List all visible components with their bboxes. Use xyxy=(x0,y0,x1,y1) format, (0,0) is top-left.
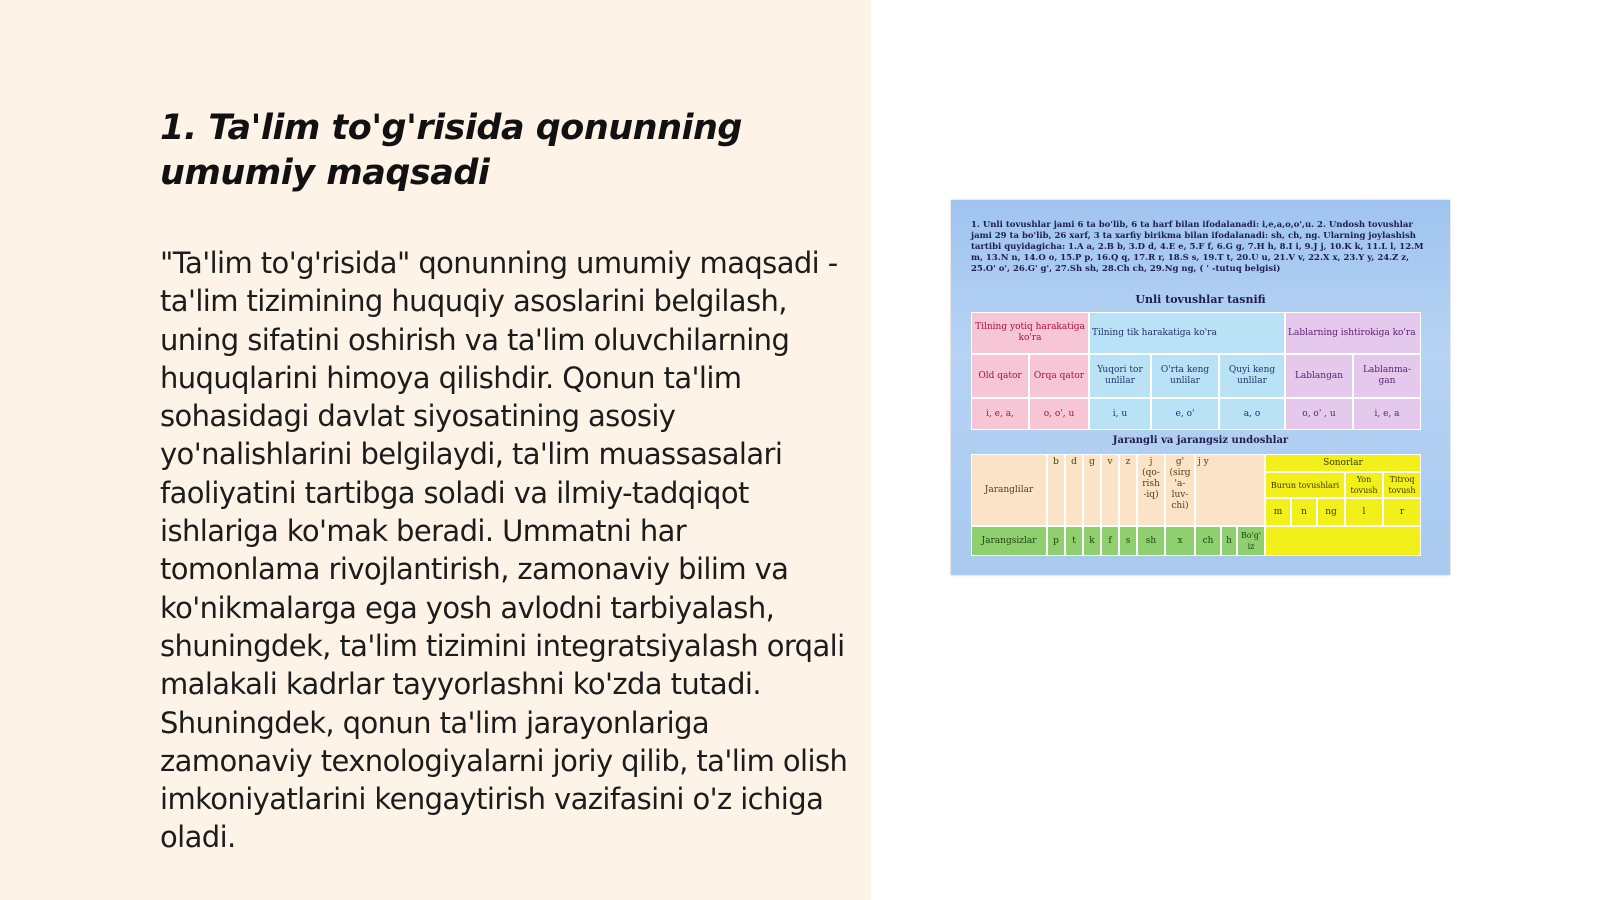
jarangsiz-letter: h xyxy=(1221,526,1237,556)
jarangsiz-letter: t xyxy=(1065,526,1083,556)
sonor-letter: m xyxy=(1265,498,1291,526)
jarangsiz-letter: s xyxy=(1119,526,1137,556)
jarangli-label: Jaranglilar xyxy=(971,454,1047,526)
jarangli-letter: d xyxy=(1065,454,1083,526)
vowel-value: o, o' , u xyxy=(1285,398,1353,430)
sonor-letter: n xyxy=(1291,498,1317,526)
jarangli-letter: g xyxy=(1083,454,1101,526)
jarangsiz-letter: x xyxy=(1165,526,1195,556)
vowel-subgroup: Yuqori tor unlilar xyxy=(1089,354,1151,398)
vowel-group-vertical: Tilning tik harakatiga ko'ra xyxy=(1089,312,1285,354)
jarangsiz-label: Jarangsizlar xyxy=(971,526,1047,556)
sonor-empty-row xyxy=(1265,526,1421,556)
vowel-value: i, e, a, xyxy=(971,398,1029,430)
vowel-subgroup: O'rta keng unlilar xyxy=(1151,354,1219,398)
slide-body-text: "Ta'lim to'g'risida" qonunning umumiy maqsadi - ta'lim tizimining huquqiy asoslarini belgilash, uning sifatini oshirish va ta'lim oluvchilarning huquqlarini himoya qilishdir. Qonun ta'lim sohasidagi davlat siyosatining asosiy yo'nalishlarini belgilaydi, ta'lim muassasalari faoliyatini tartibga soladi va ilmiy-tadqiqot ishlariga ko'mak beradi. Ummatni har tomonlama rivojlantirish, zamonaviy bilim va ko'nikmalarga ega yosh avlodni tarbiyalash, shuningdek, ta'lim tizimini integratsiyalash orqali malakali kadrlar tayyorlashni ko'zda tutadi. Shuningdek, qonun ta'lim jarayonlariga zamonaviy texnologiyalarni joriy qilib, ta'lim olish imkoniyatlarini kengaytirish vazifasini o'z ichiga oladi. xyxy=(160,246,848,855)
sonor-letter: l xyxy=(1345,498,1383,526)
sonor-sub: Burun tovushlari xyxy=(1265,472,1345,498)
jarangsiz-letter: f xyxy=(1101,526,1119,556)
vowel-value: i, e, a xyxy=(1353,398,1421,430)
jarangli-letter: b xyxy=(1047,454,1065,526)
vowel-value: a, o xyxy=(1219,398,1285,430)
jarangsiz-letter: p xyxy=(1047,526,1065,556)
sonor-sub: Yon tovush xyxy=(1345,472,1383,498)
jarangsiz-letter: Bo'g' iz xyxy=(1237,526,1265,556)
vowel-value: i, u xyxy=(1089,398,1151,430)
sonorlar-label: Sonorlar xyxy=(1265,454,1421,472)
slide-title: 1. Ta'lim to'g'risida qonunning umumiy maqsadi xyxy=(160,108,742,193)
jarangsiz-letter: sh xyxy=(1137,526,1165,556)
jarangli-letter: j y xyxy=(1195,454,1265,526)
consonant-heading: Jarangli va jarangsiz undoshlar xyxy=(1112,435,1289,446)
sonor-letter: ng xyxy=(1317,498,1345,526)
jarangsiz-letter: k xyxy=(1083,526,1101,556)
sonor-letter: r xyxy=(1383,498,1421,526)
sound-classification-image xyxy=(951,200,1450,575)
jarangli-letter: g' (sirg 'a-luv-chi) xyxy=(1165,454,1195,526)
jarangli-letter: j (qo-rish -iq) xyxy=(1137,454,1165,526)
vowel-group-horizontal: Tilning yotiq harakatiga ko'ra xyxy=(971,312,1089,354)
vowel-subgroup: Lablangan xyxy=(1285,354,1353,398)
vowel-value: o, o', u xyxy=(1029,398,1089,430)
vowel-subgroup: Orqa qator xyxy=(1029,354,1089,398)
vowel-classification-heading: Unli tovushlar tasnifi xyxy=(1135,293,1266,306)
vowel-subgroup: Old qator xyxy=(971,354,1029,398)
vowel-subgroup: Quyi keng unlilar xyxy=(1219,354,1285,398)
vowel-group-lips: Lablarning ishtirokiga ko'ra xyxy=(1285,312,1421,354)
vowel-subgroup: Lablanma-gan xyxy=(1353,354,1421,398)
image-intro-text: 1. Unli tovushlar jami 6 ta bo'lib, 6 ta harf bilan ifodalanadi: i,e,a,o,o',u. 2. Undosh tovushlar jami 29 ta bo'lib, 26 xarf, 3 ta xarfiy birikma bilan ifodalanadi: sh, ch, ng. Ularning joylashish tartibi quyidagicha: 1.A a, 2.B b, 3.D d, 4.E e, 5.F f, 6.G g, 7.H h, 8.I i, 9.J j, 10.K k, 11.L l, 12.M m, 13.N n, 14.O o, 15.P p, 16.Q q, 17.R r, 18.S s, 19.T t, 20.U u, 21.V v, 22.X x, 23.Y y, 24.Z z, 25.O' o', 26.G' g', 27.Sh sh, 28.Ch ch, 29.Ng ng, ( ' -tutuq belgisi) xyxy=(971,220,1424,274)
sonor-sub: Titroq tovush xyxy=(1383,472,1421,498)
jarangsiz-letter: ch xyxy=(1195,526,1221,556)
vowel-value: e, o' xyxy=(1151,398,1219,430)
jarangli-letter: z xyxy=(1119,454,1137,526)
jarangli-letter: v xyxy=(1101,454,1119,526)
